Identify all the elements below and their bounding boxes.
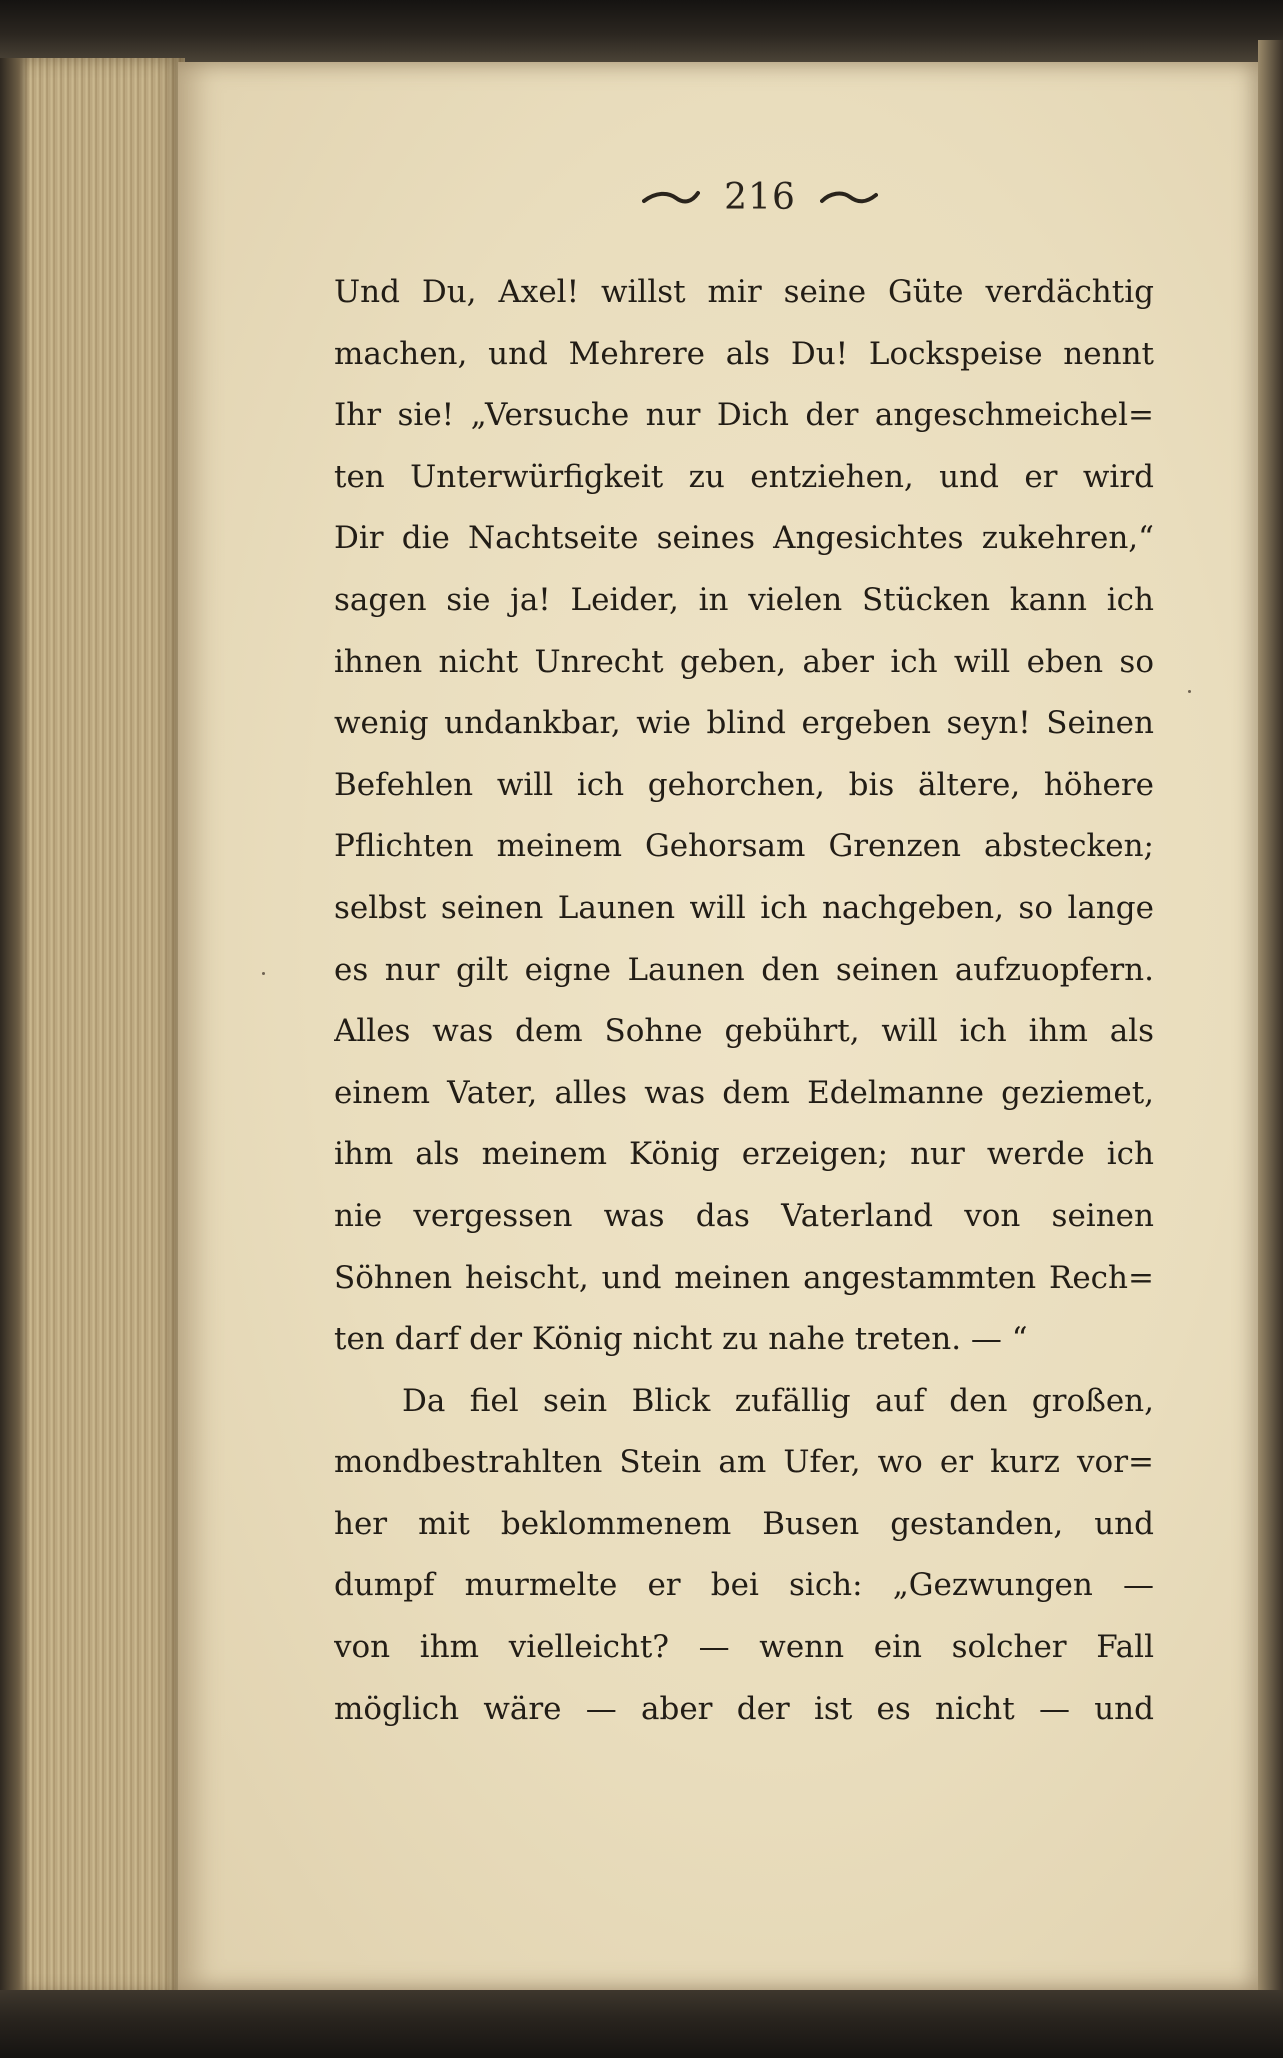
text-line: ihnen nicht Unrecht geben, aber ich will eben so [334, 643, 1154, 680]
text-line: nie vergessen was das Vaterland von seinen [334, 1197, 1154, 1234]
text-line: ihm als meinem König erzeigen; nur werde ich [334, 1136, 1154, 1173]
text-line: Befehlen will ich gehorchen, bis ältere, höhere [334, 766, 1154, 803]
text-line: Alles was dem Sohne gebührt, will ich ihm als [334, 1013, 1154, 1050]
page-right-edge [1258, 40, 1283, 2000]
body-text [334, 262, 1154, 1740]
text-line: ten Unterwürfigkeit zu entziehen, und er wird [334, 458, 1154, 495]
text-line: Söhnen heischt, und meinen angestammten Rech= [334, 1259, 1154, 1296]
text-line: es nur gilt eigne Launen den seinen aufzuopfern. [334, 951, 1154, 988]
text-line: mondbestrahlten Stein am Ufer, wo er kurz vor= [334, 1444, 1154, 1481]
text-line: von ihm vielleicht? — wenn ein solcher Fall [334, 1629, 1154, 1666]
paper-speck [262, 972, 265, 975]
text-line: dumpf murmelte er bei sich: „Gezwungen — [334, 1567, 1154, 1604]
book-cover-top [0, 0, 1283, 62]
book-cover-bottom [0, 1990, 1283, 2058]
spine-shadow [0, 58, 30, 1994]
paper-speck [1188, 690, 1191, 693]
text-line: Und Du, Axel! willst mir seine Güte verdächtig [334, 274, 1154, 310]
paragraph-end-line: ten darf der König nicht zu nahe treten. — “ [334, 1321, 1028, 1358]
text-line: sagen sie ja! Leider, in vielen Stücken kann ich [334, 581, 1154, 618]
text-line: Ihr sie! „Versuche nur Dich der angeschmeichel= [334, 397, 1154, 434]
text-line: Pflichten meinem Gehorsam Grenzen abstecken; [334, 828, 1154, 865]
text-line: möglich wäre — aber der ist es nicht — und [334, 1690, 1154, 1727]
text-line: her mit beklommenem Busen gestanden, und [334, 1505, 1154, 1542]
right-swash-ornament [820, 188, 878, 206]
text-line: einem Vater, alles was dem Edelmanne geziemet, [334, 1074, 1154, 1111]
text-line: Dir die Nachtseite seines Angesichtes zukehren,“ [334, 520, 1154, 557]
page-header [620, 172, 900, 222]
page-number: 216 [724, 176, 796, 218]
paragraph-start-line: Da fiel sein Blick zufällig auf den großen, [402, 1382, 1154, 1419]
text-line: selbst seinen Launen will ich nachgeben, so lange [334, 889, 1154, 926]
text-line: machen, und Mehrere als Du! Lockspeise nennt [334, 335, 1154, 372]
text-line: wenig undankbar, wie blind ergeben seyn! Seinen [334, 705, 1154, 742]
left-swash-ornament [642, 188, 700, 206]
